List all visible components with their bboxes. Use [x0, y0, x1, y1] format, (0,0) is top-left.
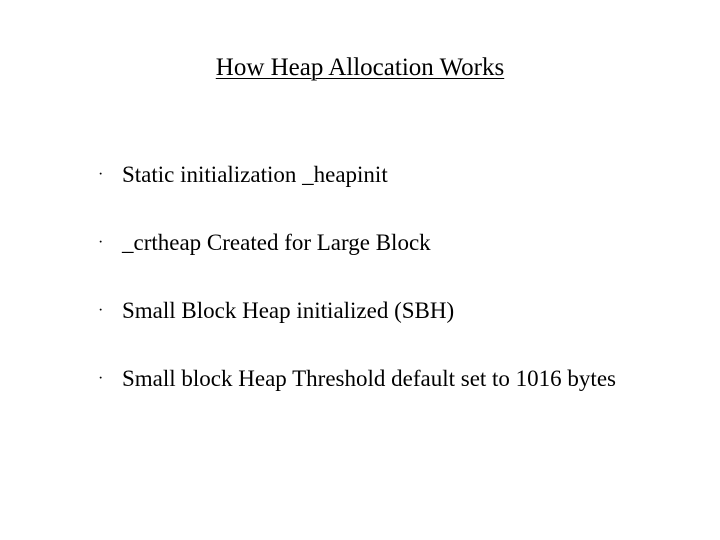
- slide-title-text: How Heap Allocation Works: [215, 54, 505, 81]
- bullet-dot-icon: ·: [98, 234, 104, 251]
- bullet-text: Static initialization _heapinit: [122, 162, 388, 187]
- bullet-item: [98, 296, 658, 326]
- bullet-text: _crtheap Created for Large Block: [122, 230, 431, 255]
- bullet-dot-icon: ·: [98, 302, 104, 319]
- bullet-text: Small block Heap Threshold default set to 1016 bytes: [122, 366, 616, 391]
- bullet-list: [98, 160, 658, 432]
- bullet-item: [98, 364, 658, 394]
- bullet-dot-icon: ·: [98, 166, 104, 183]
- bullet-item: [98, 160, 658, 190]
- slide-title: [0, 52, 720, 84]
- bullet-text: Small Block Heap initialized (SBH): [122, 298, 455, 323]
- bullet-dot-icon: ·: [98, 370, 104, 387]
- bullet-item: [98, 228, 658, 258]
